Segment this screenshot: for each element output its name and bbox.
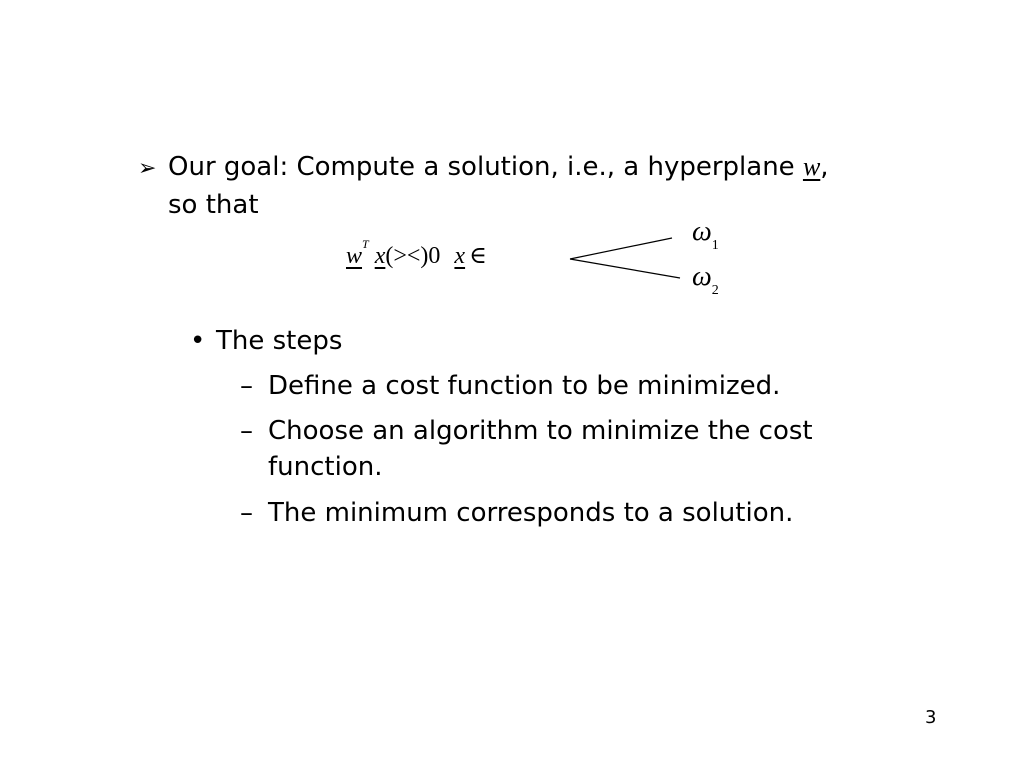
- goal-comma: ,: [820, 152, 829, 182]
- omega-symbol-2: ω: [692, 261, 712, 292]
- eq-w: w: [346, 243, 363, 269]
- step-3-text: The minimum corresponds to a solution.: [268, 498, 794, 528]
- step-item-2-continued: [268, 451, 382, 483]
- eq-x2: x: [454, 243, 466, 269]
- step-item-2: [240, 415, 813, 447]
- eq-x: x: [374, 243, 386, 269]
- step-item-3: [240, 497, 793, 529]
- branch-line-upper: [570, 238, 672, 259]
- step-item-1: [240, 370, 780, 402]
- step-2-text-line-2: function.: [268, 452, 383, 482]
- steps-heading: The steps: [216, 326, 343, 356]
- omega-1-label: [692, 217, 719, 259]
- eq-transpose: T: [362, 237, 369, 251]
- eq-element-of: ∈: [469, 243, 487, 269]
- branch-line-lower: [570, 259, 680, 278]
- dash-icon: –: [240, 416, 253, 446]
- page-number: 3: [925, 707, 937, 728]
- steps-bullet: [190, 325, 342, 357]
- dash-icon: –: [240, 371, 253, 401]
- arrow-bullet-icon: ➢: [138, 156, 157, 181]
- omega-sub-1: 1: [711, 237, 719, 253]
- omega-sub-2: 2: [711, 282, 719, 298]
- step-2-text-line-1: Choose an algorithm to minimize the cost: [268, 416, 813, 446]
- goal-text: Our goal: Compute a solution, i.e., a hyperplane: [168, 152, 803, 182]
- omega-2-label: [692, 262, 719, 304]
- step-1-text: Define a cost function to be minimized.: [268, 371, 781, 401]
- vector-w: w: [802, 152, 821, 181]
- eq-relation: (><)0: [385, 243, 441, 269]
- so-that-text: so that: [168, 190, 259, 220]
- dash-icon: –: [240, 498, 253, 528]
- round-bullet-icon: •: [190, 326, 206, 356]
- omega-symbol-1: ω: [692, 216, 712, 247]
